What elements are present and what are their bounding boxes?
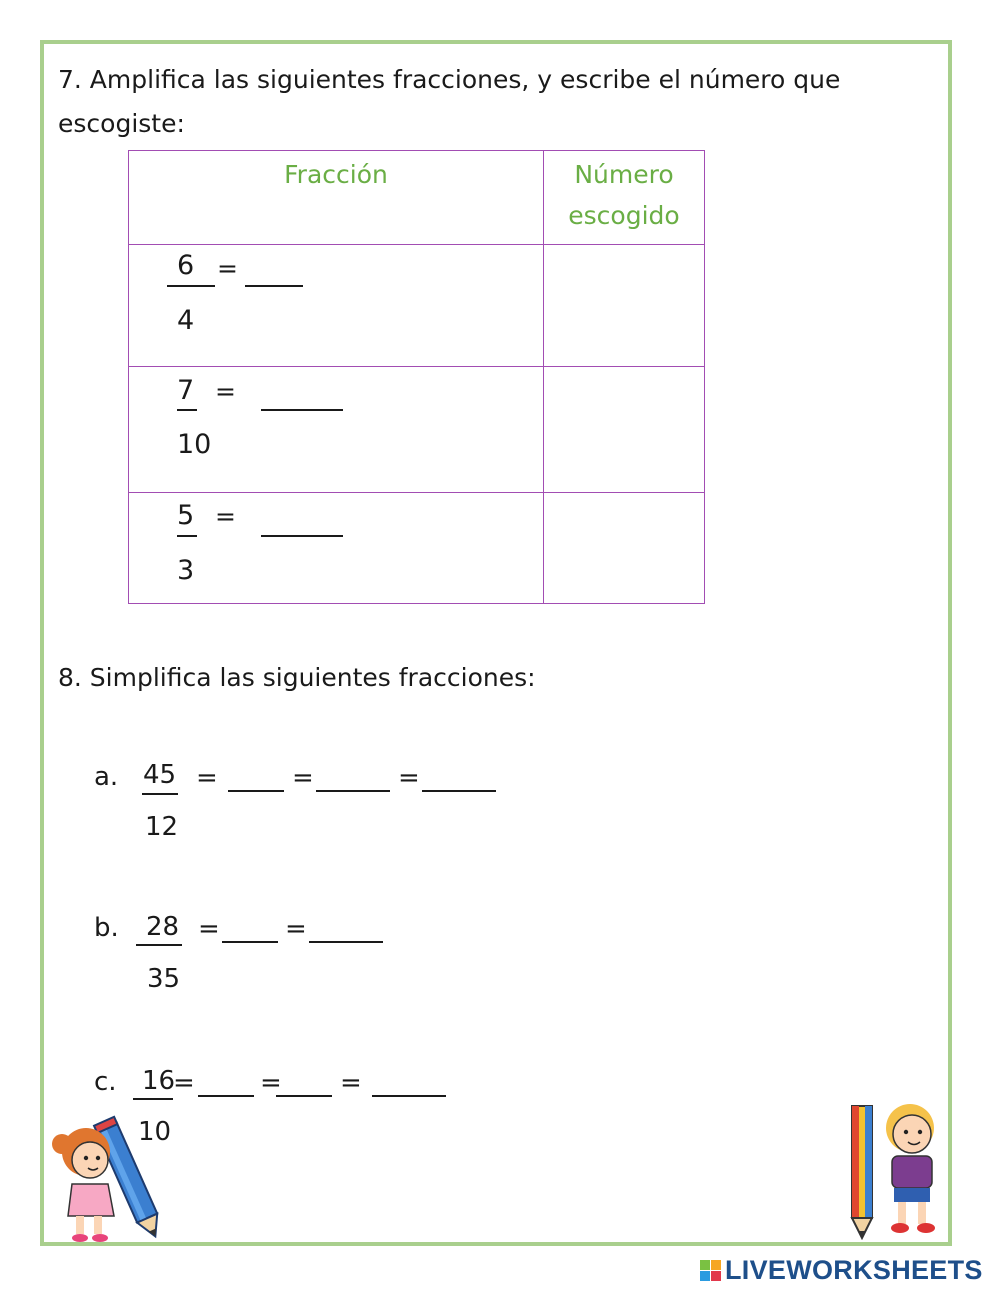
fraction-numerator: 7 — [177, 375, 195, 406]
answer-blank[interactable] — [261, 409, 343, 411]
item-b-label: b. — [94, 913, 119, 943]
fraction-bar — [177, 535, 197, 537]
answer-blank[interactable] — [198, 1095, 254, 1097]
answer-blank[interactable] — [261, 535, 343, 537]
chosen-number-cell[interactable] — [544, 245, 705, 367]
equals-sign: = — [285, 914, 307, 944]
equals-sign: = — [260, 1068, 282, 1098]
item-c-denominator: 10 — [138, 1117, 172, 1147]
fraction-numerator: 5 — [177, 500, 195, 531]
answer-blank[interactable] — [276, 1095, 332, 1097]
equals-sign: = — [217, 254, 238, 283]
table-row — [129, 367, 705, 493]
equals-sign: = — [215, 502, 236, 531]
answer-blank[interactable] — [245, 285, 303, 287]
equals-sign: = — [198, 914, 220, 944]
equals-sign: = — [173, 1068, 195, 1098]
fraction-bar — [142, 793, 178, 795]
chosen-number-cell[interactable] — [544, 367, 705, 493]
equals-sign: = — [292, 763, 314, 793]
liveworksheets-logo — [700, 1254, 983, 1286]
answer-blank[interactable] — [316, 790, 390, 792]
header-fraccion: Fracción — [129, 151, 544, 245]
item-a-numerator: 45 — [143, 760, 177, 790]
fraction-bar — [167, 285, 215, 287]
fraction-bar — [177, 409, 197, 411]
table-row — [129, 493, 705, 604]
liveworksheets-mark-icon — [700, 1260, 721, 1281]
equals-sign: = — [196, 763, 218, 793]
equals-sign: = — [340, 1068, 362, 1098]
header-numero-escogido — [544, 151, 705, 245]
item-c-label: c. — [94, 1067, 117, 1097]
item-c-numerator: 16 — [142, 1066, 176, 1096]
chosen-number-cell[interactable] — [544, 493, 705, 604]
item-a-label: a. — [94, 762, 119, 792]
answer-blank[interactable] — [422, 790, 496, 792]
fraction-numerator: 6 — [177, 250, 195, 281]
item-b-denominator: 35 — [147, 964, 181, 994]
equals-sign: = — [215, 377, 236, 406]
question-8-title: 8. Simplifica las siguientes fracciones: — [58, 663, 536, 692]
item-a-denominator: 12 — [145, 812, 179, 842]
answer-blank[interactable] — [228, 790, 284, 792]
fraction-denominator: 10 — [177, 429, 212, 460]
boy-with-pencil-illustration — [840, 1098, 952, 1240]
fraction-denominator: 4 — [177, 305, 195, 336]
amplify-table — [128, 150, 705, 604]
question-7-title: 7. Amplifica las siguientes fracciones, y escribe el número que escogiste: — [58, 65, 841, 138]
header-line: escogido — [568, 201, 680, 230]
fraction-bar — [136, 944, 182, 946]
header-line: Número — [574, 160, 674, 189]
answer-blank[interactable] — [309, 941, 383, 943]
item-b-numerator: 28 — [146, 912, 180, 942]
fraction-denominator: 3 — [177, 555, 195, 586]
fraction-bar — [133, 1098, 173, 1100]
answer-blank[interactable] — [372, 1095, 446, 1097]
table-row — [129, 245, 705, 367]
equals-sign: = — [398, 763, 420, 793]
girl-with-pencil-illustration — [40, 1112, 170, 1246]
answer-blank[interactable] — [222, 941, 278, 943]
brand-name: LIVEWORKSHEETS — [725, 1254, 983, 1285]
